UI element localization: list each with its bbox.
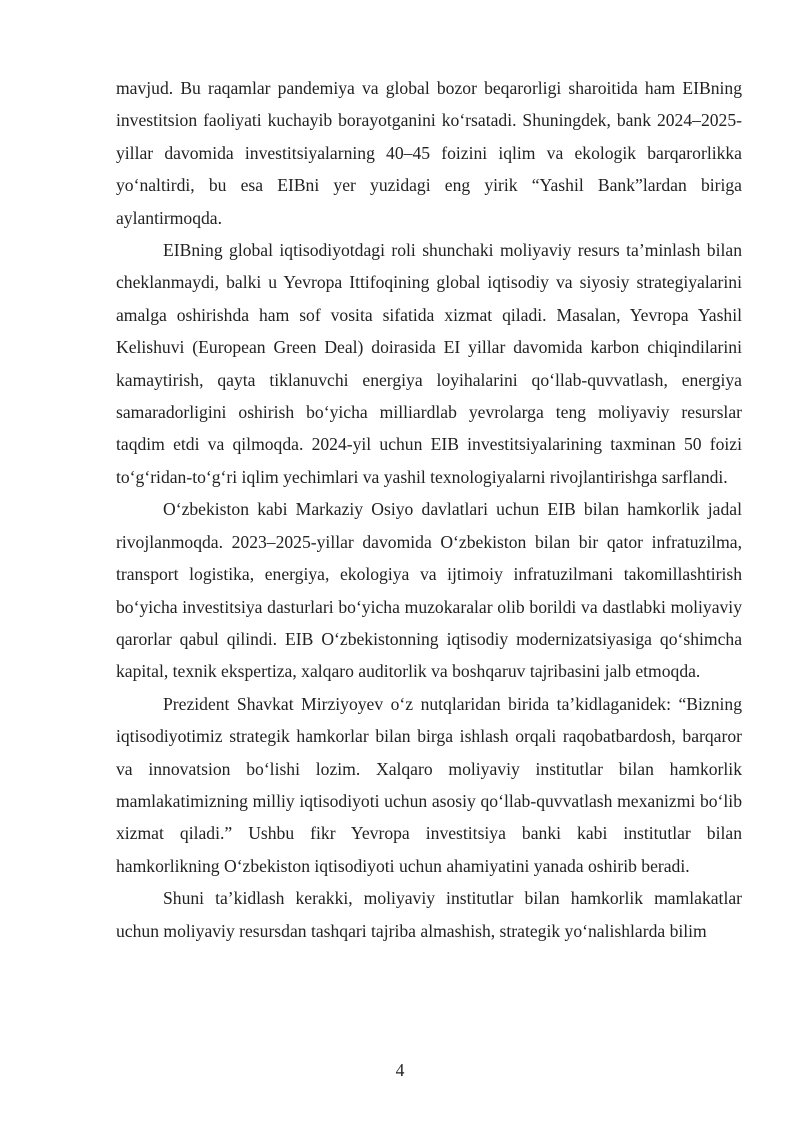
paragraph-uzbekistan-cooperation: Oʻzbekiston kabi Markaziy Osiyo davlatlari uchun EIB bilan hamkorlik jadal rivojlanmoqda. 2023–2025-yillar davomida Oʻzbekiston bilan bir qator infratuzilma, transport logistika, energiya, ekologiya va ijtimoiy infratuzilmani takomillashtirish boʻyicha investitsiya dasturlari boʻyicha muzokaralar olib borildi va dastlabki moliyaviy qarorlar qabul qilindi. EIB Oʻzbekistonning iqtisodiy modernizatsiyasiga qoʻshimcha kapital, texnik ekspertiza, xalqaro auditorlik va boshqaruv tajribasini jalb etmoqda. — [116, 499, 742, 682]
paragraph-continuation: mavjud. Bu raqamlar pandemiya va global bozor beqarorligi sharoitida ham EIBning investitsion faoliyati kuchayib borayotganini koʻrsatadi. Shuningdek, bank 2024–2025-yillar davomida investitsiyalarning 40–45 foizini iqlim va ekologik barqarorlikka yoʻnaltirdi, bu esa EIBni yer yuzidagi eng yirik “Yashil Bank”lardan biriga aylantirmoqda. — [116, 78, 742, 228]
page-number: 4 — [395, 1060, 405, 1080]
paragraph-eib-global-role: EIBning global iqtisodiyotdagi roli shunchaki moliyaviy resurs ta’minlash bilan cheklanmaydi, balki u Yevropa Ittifoqining global iqtisodiy va siyosiy strategiyalarini amalga oshirishda ham sof vosita sifatida xizmat qiladi. Masalan, Yevropa Yashil Kelishuvi (European Green Deal) doirasida EI yillar davomida karbon chiqindilarini kamaytirish, qayta tiklanuvchi energiya loyihalarini qoʻllab-quvvatlash, energiya samaradorligini oshirish boʻyicha milliardlab yevrolarga teng moliyaviy resurslar taqdim etdi va qilmoqda. 2024-yil uchun EIB investitsiyalarining taxminan 50 foizi toʻgʻridan-toʻgʻri iqlim yechimlari va yashil texnologiyalarni rivojlantirishga sarflandi. — [116, 240, 742, 487]
paragraph-president-quote: Prezident Shavkat Mirziyoyev oʻz nutqlaridan birida ta’kidlaganidek: “Bizning iqtisodiyotimiz strategik hamkorlar bilan birga ishlash orqali raqobatbardosh, barqaror va innovatsion boʻlishi lozim. Xalqaro moliyaviy institutlar bilan hamkorlik mamlakatimizning milliy iqtisodiyoti uchun asosiy qoʻllab-quvvatlash mexanizmi boʻlib xizmat qiladi.” Ushbu fikr Yevropa investitsiya banki kabi institutlar bilan hamkorlikning Oʻzbekiston iqtisodiyoti uchun ahamiyatini yanada oshirib beradi. — [116, 693, 742, 876]
document-body — [116, 72, 742, 947]
paragraph-institutional-cooperation: Shuni ta’kidlash kerakki, moliyaviy institutlar bilan hamkorlik mamlakatlar uchun moliyaviy resursdan tashqari tajriba almashish, strategik yoʻnalishlarda bilim — [116, 888, 742, 941]
